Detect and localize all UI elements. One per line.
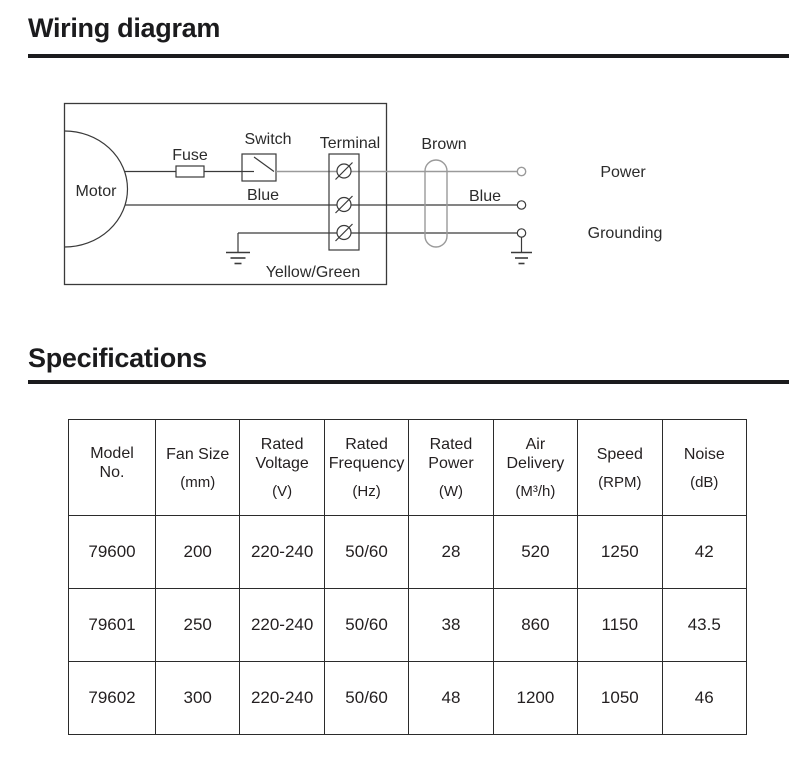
wiring-diagram — [0, 85, 740, 305]
terminal-contact-2 — [336, 196, 353, 213]
wiring-section-title: Wiring diagram — [28, 13, 221, 43]
column-unit: (Hz) — [352, 483, 381, 500]
cell-rated-frequency: 50/60 — [324, 516, 408, 589]
cell-speed: 1150 — [578, 589, 662, 662]
cell-speed: 1250 — [578, 516, 662, 589]
cell-noise: 43.5 — [662, 589, 746, 662]
column-unit: (mm) — [180, 473, 216, 491]
column-header-speed: Speed (RPM) — [578, 420, 662, 516]
cell-air-delivery: 1200 — [493, 662, 577, 735]
specifications-table — [68, 419, 747, 735]
column-header-fan-size: Fan Size (mm) — [156, 420, 240, 516]
yellow-green-label: Yellow/Green — [265, 264, 361, 281]
switch-blade — [254, 157, 274, 172]
cell-fan-size: 200 — [156, 516, 240, 589]
cell-rated-voltage: 220-240 — [240, 589, 324, 662]
table-row — [69, 516, 747, 589]
cell-model: 79602 — [69, 662, 156, 735]
motor-label: Motor — [75, 183, 117, 200]
terminal-contact-1 — [336, 163, 353, 180]
power-label: Power — [600, 164, 646, 181]
column-header-rated-voltage: Rated Voltage (V) — [240, 420, 324, 516]
wiring-title-rule — [28, 54, 789, 58]
table-row — [69, 589, 747, 662]
column-unit: (V) — [272, 483, 293, 500]
brown-label: Brown — [421, 136, 467, 153]
earth-symbol-right — [511, 253, 532, 264]
cell-noise: 46 — [662, 662, 746, 735]
column-unit: (dB) — [690, 473, 719, 491]
cell-rated-power: 38 — [409, 589, 493, 662]
specs-section-title: Specifications — [28, 343, 207, 373]
column-unit: (RPM) — [598, 473, 642, 491]
column-header-model: Model No. — [69, 420, 156, 516]
cell-fan-size: 300 — [156, 662, 240, 735]
cell-rated-voltage: 220-240 — [240, 662, 324, 735]
neutral-terminal-circle — [517, 201, 525, 209]
cell-model: 79600 — [69, 516, 156, 589]
switch-label: Switch — [244, 131, 292, 148]
terminal-label: Terminal — [319, 135, 381, 152]
power-terminal-circle — [517, 167, 525, 175]
switch-symbol — [242, 154, 276, 181]
fuse-label: Fuse — [172, 147, 208, 164]
cell-fan-size: 250 — [156, 589, 240, 662]
terminal-contact-3 — [336, 224, 353, 241]
cell-model: 79601 — [69, 589, 156, 662]
grounding-label: Grounding — [587, 225, 663, 242]
cell-rated-frequency: 50/60 — [324, 589, 408, 662]
column-unit: (M³/h) — [515, 483, 556, 500]
column-header-noise: Noise (dB) — [662, 420, 746, 516]
column-header-rated-frequency: Rated Frequency (Hz) — [324, 420, 408, 516]
column-unit: (W) — [438, 483, 464, 500]
blue-right-label: Blue — [468, 188, 502, 205]
column-header-air-delivery: Air Delivery (M³/h) — [493, 420, 577, 516]
specs-title-rule — [28, 380, 789, 384]
cell-rated-voltage: 220-240 — [240, 516, 324, 589]
earth-symbol-left — [226, 253, 250, 264]
ground-terminal-circle — [517, 229, 525, 237]
fuse-symbol — [176, 166, 204, 177]
header-row — [69, 420, 747, 516]
cell-air-delivery: 860 — [493, 589, 577, 662]
column-header-rated-power: Rated Power (W) — [409, 420, 493, 516]
table-row — [69, 662, 747, 735]
cell-rated-power: 28 — [409, 516, 493, 589]
blue-left-label: Blue — [246, 187, 280, 204]
cell-noise: 42 — [662, 516, 746, 589]
cell-rated-power: 48 — [409, 662, 493, 735]
cell-rated-frequency: 50/60 — [324, 662, 408, 735]
cable-sleeve — [425, 160, 447, 247]
cell-air-delivery: 520 — [493, 516, 577, 589]
cell-speed: 1050 — [578, 662, 662, 735]
